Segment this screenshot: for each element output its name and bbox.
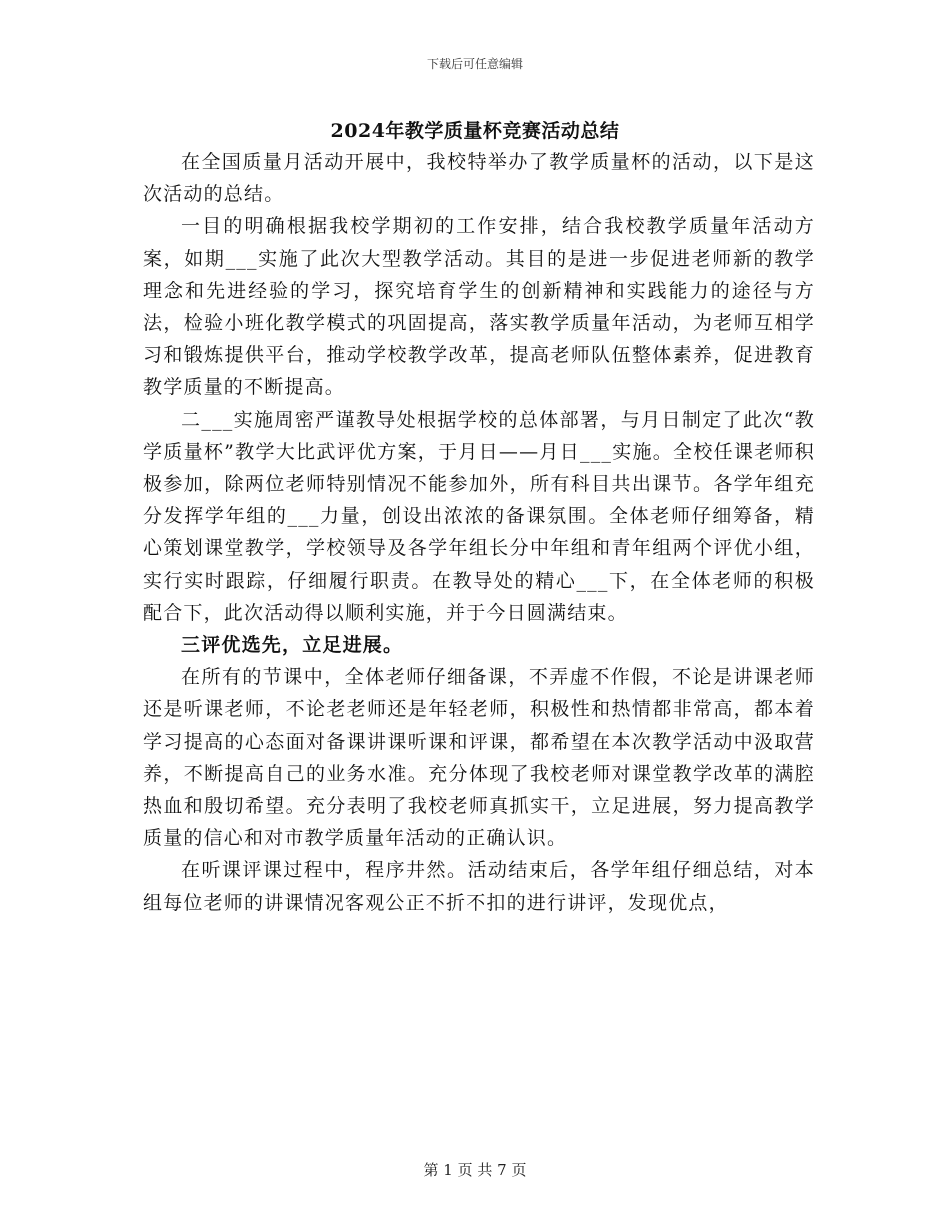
document-title: 2024年教学质量杯竞赛活动总结 (330, 120, 620, 142)
paragraph-intro: 在全国质量月活动开展中，我校特举办了教学质量杯的活动，以下是这次活动的总结。 (143, 151, 815, 206)
header-note: 下载后可任意编辑 (426, 57, 523, 71)
paragraph-section-two: 二___实施周密严谨教导处根据学校的总体部署，与月日制定了此次“教学质量杯”教学大比武评优方案，于月日——月日___实施。全校任课老师积极参加，除两位老师特别情况不能参加外，所有科目共出课节。各学年组充分发挥学年组的___力量，创设出浓浓的备课氛围。全体老师仔细筹备，精心策划课堂教学，学校领导及各学年组长分中年组和青年组两个评优小组，实行实时跟踪，仔细履行职责。在教导处的精心___下，在全体老师的积极配合下，此次活动得以顺利实施，并于今日圆满结束。 (143, 408, 815, 624)
page-number: 第 1 页 共 7 页 (423, 1161, 527, 1179)
section-three-heading: 三评优选先，立足进展。 (181, 634, 404, 657)
document-body (143, 146, 815, 919)
paragraph-section-three: 在所有的节课中，全体老师仔细备课，不弄虚不作假，不论是讲课老师还是听课老师，不论老老师还是年轻老师，积极性和热情都非常高，都本着学习提高的心态面对备课讲课听课和评课，都希望在本次教学活动中汲取营养，不断提高自己的业务水准。充分体现了我校老师对课堂教学改革的满腔热血和殷切希望。充分表明了我校老师真抓实干，立足进展，努力提高教学质量的信心和对市教学质量年活动的正确认识。 (143, 666, 815, 850)
paragraph-section-one: 一目的明确根据我校学期初的工作安排，结合我校教学质量年活动方案，如期___实施了此次大型教学活动。其目的是进一步促进老师新的教学理念和先进经验的学习，探究培育学生的创新精神和实践能力的途径与方法，检验小班化教学模式的巩固提高，落实教学质量年活动，为老师互相学习和锻炼提供平台，推动学校教学改革，提高老师队伍整体素养，促进教育教学质量的不断提高。 (143, 215, 815, 399)
paragraph-evaluation: 在听课评课过程中，程序井然。活动结束后，各学年组仔细总结，对本组每位老师的讲课情况客观公正不折不扣的进行讲评，发现优点， (143, 859, 815, 914)
